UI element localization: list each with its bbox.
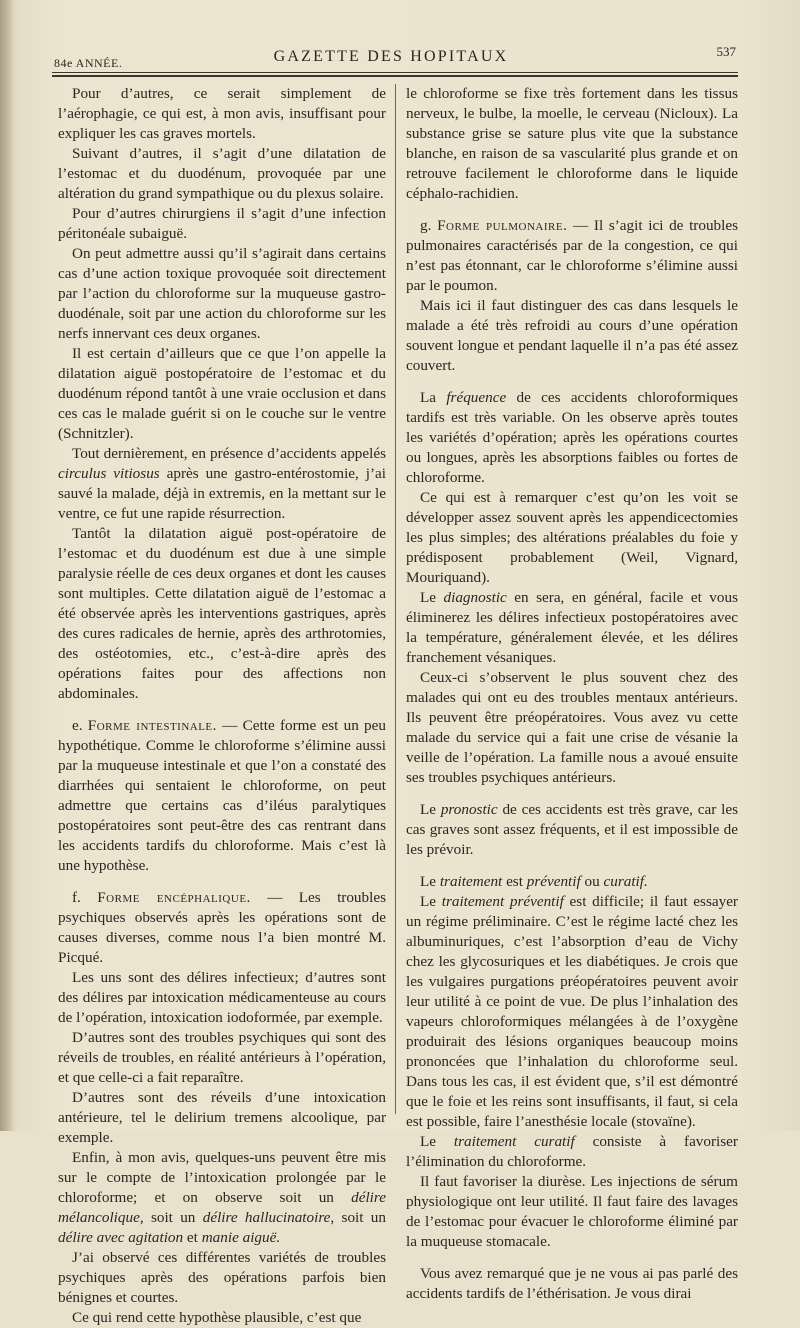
volume-label: 84e ANNÉE. bbox=[54, 56, 123, 70]
paragraph: Les uns sont des délires infectieux; d’autres sont des délires par intoxication médicamenteuse au cours de l’opération, intoxication iodoformée, par exemple. bbox=[58, 969, 386, 1026]
paragraph: Enfin, à mon avis, quelques-uns peuvent être mis sur le compte de l’intoxication prolongée par le chloroforme; et on observe soit un délire mélancolique, soit un délire hallucinatoire, soit un délire avec agitation et manie aiguë. bbox=[58, 1149, 386, 1246]
paragraph: Suivant d’autres, il s’agit d’une dilatation de l’estomac et du duodénum, provoquée par une altération du grand sympathique ou du plexus solaire. bbox=[58, 145, 386, 202]
left-column bbox=[58, 84, 386, 1328]
header-rule-thick bbox=[52, 75, 738, 77]
paragraph: D’autres sont des troubles psychiques qui sont des réveils de troubles, en réalité antérieurs à l’opération, et que celle-ci a fait reparaître. bbox=[58, 1029, 386, 1086]
paragraph: le chloroforme se fixe très fortement dans les tissus nerveux, le bulbe, la moelle, le cerveau (Nicloux). La substance grise se sature plus vite que la substance blanche, en raison de sa vascularité plus grande et on retrouve facilement le chloroforme dans le liquide céphalo-rachidien. bbox=[406, 85, 738, 202]
paragraph: Ce qui est à remarquer c’est qu’on les voit se développer assez souvent après les appendicectomies les plus simples; des altérations préalables du foie y prédisposent probablement (Weil, Vignard, Mouriquand). bbox=[406, 489, 738, 586]
paragraph: Tantôt la dilatation aiguë post-opératoire de l’estomac et du duodénum est due à une simple paralysie réelle de ces deux organes et dont les causes sont multiples. Cette dilatation aiguë de l’estomac a été observée après les interventions gastriques, après des cures radicales de hernie, après des arthrotomies, des ostéotomies, etc., c’est-à-dire après des opérations faites pour des affections non abdominales. bbox=[58, 525, 386, 702]
paragraph: La fréquence de ces accidents chloroformiques tardifs est très variable. On les observe après toutes les variétés d’opération; après les opérations courtes ou longues, après les absorptions faibles ou fortes de chloroforme. bbox=[406, 389, 738, 486]
paragraph: Mais ici il faut distinguer des cas dans lesquels le malade a été très refroidi au cours d’une opération souvent longue et pendant laquelle il n’a pas été assez couvert. bbox=[406, 297, 738, 374]
page-number: 537 bbox=[716, 44, 736, 59]
paragraph: Le pronostic de ces accidents est très grave, car les cas graves sont assez fréquents, et il est impossible de les prévoir. bbox=[406, 801, 738, 858]
paragraph: J’ai observé ces différentes variétés de troubles psychiques après des opérations parfois bien bénignes et courtes. bbox=[58, 1249, 386, 1306]
italic-term: circulus vitiosus bbox=[58, 465, 160, 482]
column-divider bbox=[395, 84, 396, 1114]
section-e: e. Forme intestinale. — Cette forme est un peu hypothétique. Comme le chloroforme s’élimine aussi par la muqueuse intestinale et que l’on a constaté des diarrhées qui sentaient le chloroforme, on peut admettre que certains cas d’iléus paralytiques postopératoires sont peut-être des cas rentrant dans les accidents tardifs du chloroforme. Mais c’est là une hypothèse. bbox=[58, 717, 386, 874]
paragraph: Vous avez remarqué que je ne vous ai pas parlé des accidents tardifs de l’éthérisation. Je vous dirai bbox=[406, 1265, 738, 1302]
paragraph: Ceux-ci s’observent le plus souvent chez des malades qui ont eu des troubles mentaux antérieurs. Ils peuvent être préopératoires. Vous avez vu cette malade du service qui a fait une crise de vésanie la veille de l’opération. La famille nous a avoué ensuite ses troubles psychiques antérieurs. bbox=[406, 669, 738, 786]
header-rule-thin bbox=[52, 72, 738, 73]
running-header bbox=[46, 40, 736, 68]
paragraph: Pour d’autres, ce serait simplement de l’aérophagie, ce qui est, à mon avis, insuffisant pour expliquer les cas graves mortels. bbox=[58, 85, 386, 142]
right-column bbox=[406, 84, 738, 1304]
paragraph: D’autres sont des réveils d’une intoxication antérieure, tel le delirium tremens alcoolique, par exemple. bbox=[58, 1089, 386, 1146]
paragraph: Pour d’autres chirurgiens il s’agit d’une infection péritonéale subaiguë. bbox=[58, 205, 386, 242]
paragraph: Le traitement préventif est difficile; il faut essayer un régime préliminaire. C’est le régime lacté chez les albuminuriques, c’est l’absorption d’eau de Vichy chez les glycosuriques et les diabétiques. Je crois que les vulgaires purgations préopératoires peuvent avoir leur utilité à ce point de vue. De plus l’inhalation des vapeurs chloroformiques mélangées à de l’oxygène produirait des lésions organiques beaucoup moins prononcées que l’inhalation du chloroforme seul. Dans tous les cas, il est évident que, s’il est démontré que le foie et les reins sont insuffisants, il faut, si cela est possible, faire l’anesthésie locale (stovaïne). bbox=[406, 893, 738, 1130]
section-g: g. Forme pulmonaire. — Il s’agit ici de troubles pulmonaires caractérisés par de la congestion, ce qui n’est pas étonnant, car le chloroforme s’élimine aussi par le poumon. bbox=[406, 217, 739, 294]
paragraph: On peut admettre aussi qu’il s’agirait dans certains cas d’une action toxique provoquée soit directement par l’action du chloroforme sur la muqueuse gastro-duodénale, soit par une action du chloroforme sur les nerfs innervant ces deux organes. bbox=[58, 245, 386, 342]
paragraph: Il faut favoriser la diurèse. Les injections de sérum physiologique ont leur utilité. Il faut faire des lavages de l’estomac pour évacuer le chloroforme éliminé par la muqueuse stomacale. bbox=[406, 1173, 738, 1250]
section-f: f. Forme encéphalique. — Les troubles psychiques observés après les opérations sont de causes diverses, comme nous l’a bien montré M. Picqué. bbox=[58, 889, 386, 966]
paragraph: Ce qui rend cette hypothèse plausible, c’est que bbox=[72, 1309, 362, 1326]
binding-shadow bbox=[0, 0, 14, 1131]
section-title: Forme encéphalique. bbox=[97, 889, 251, 906]
journal-title: GAZETTE DES HOPITAUX bbox=[273, 48, 509, 65]
paragraph: Il est certain d’ailleurs que ce que l’on appelle la dilatation aiguë postopératoire de l’estomac et du duodénum répond tantôt à une vraie occlusion et dans ces cas le malade guérit si on le couche sur le ventre (Schnitzler). bbox=[58, 345, 386, 442]
section-title: Forme pulmonaire. bbox=[437, 217, 568, 234]
paragraph: Le traitement curatif consiste à favoriser l’élimination du chloroforme. bbox=[406, 1133, 738, 1170]
paragraph: Tout dernièrement, en présence d’accidents appelés circulus vitiosus après une gastro-entérostomie, j’ai sauvé la malade, déjà in extremis, en la mettant sur le ventre, ce fut une rapide résurrection. bbox=[58, 445, 387, 522]
paragraph: Le traitement est préventif ou curatif. bbox=[420, 873, 648, 890]
section-title: Forme intestinale. bbox=[87, 717, 217, 734]
paragraph: Le diagnostic en sera, en général, facile et vous éliminerez les délires infectieux postopératoires avec la température, généralement élevée, et les délires franchement vésaniques. bbox=[406, 589, 738, 666]
